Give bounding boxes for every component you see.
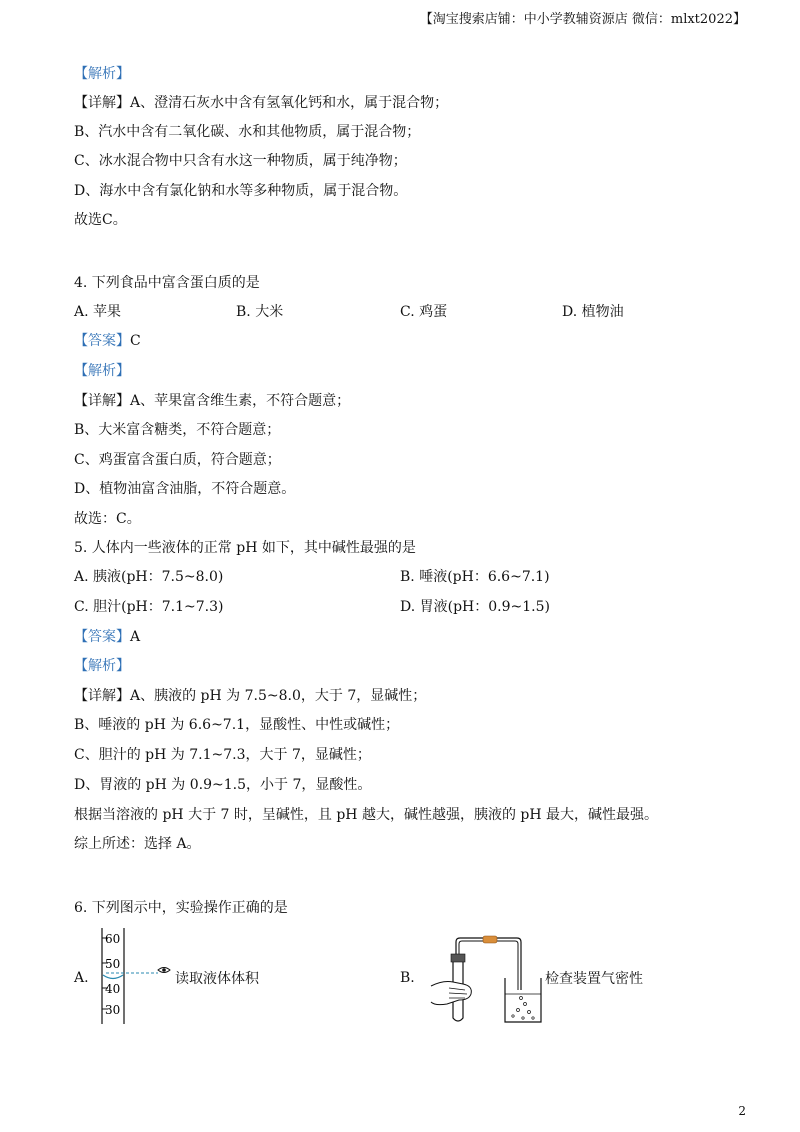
q4-option-a: A. 苹果 bbox=[74, 304, 122, 320]
q4-answer-row bbox=[74, 331, 141, 351]
eye-icon bbox=[158, 968, 170, 973]
q3-line: B、汽水中含有二氧化碳、水和其他物质，属于混合物； bbox=[74, 124, 421, 140]
q5-jiexi-tag: 【解析】 bbox=[74, 658, 130, 674]
q3-line: D、海水中含有氯化钠和水等多种物质，属于混合物。 bbox=[74, 183, 408, 199]
q6-b-label: B. bbox=[400, 970, 415, 986]
q5-option-d: D. 胃液(pH：0.9~1.5) bbox=[400, 599, 550, 615]
q4-line: D、植物油富含油脂，不符合题意。 bbox=[74, 481, 296, 497]
cylinder-tick-60: 60 bbox=[105, 932, 121, 946]
page-header: 【淘宝搜索店铺：中小学教辅资源店 微信：mlxt2022】 bbox=[419, 12, 746, 27]
q4-line: B、大米富含糖类，不符合题意； bbox=[74, 422, 281, 438]
q4-jiexi-tag: 【解析】 bbox=[74, 363, 130, 379]
airtightness-apparatus-figure bbox=[425, 932, 545, 1028]
q5-line: 【详解】A、胰液的 pH 为 7.5~8.0，大于 7，显碱性； bbox=[74, 688, 427, 704]
q6-stem: 6. 下列图示中，实验操作正确的是 bbox=[74, 900, 288, 916]
q5-option-c: C. 胆汁(pH：7.1~7.3) bbox=[74, 599, 224, 615]
q3-line: 故选C。 bbox=[74, 212, 127, 228]
q5-line: C、胆汁的 pH 为 7.1~7.3，大于 7，显碱性； bbox=[74, 747, 371, 763]
q3-line: 【详解】A、澄清石灰水中含有氢氧化钙和水，属于混合物； bbox=[74, 95, 449, 111]
q5-line: 综上所述：选择 A。 bbox=[74, 836, 201, 852]
cylinder-tick-40: 40 bbox=[105, 982, 121, 996]
q4-option-d: D. 植物油 bbox=[562, 304, 624, 320]
q5-line: B、唾液的 pH 为 6.6~7.1，显酸性、中性或碱性； bbox=[74, 717, 400, 733]
q4-line: 【详解】A、苹果富含维生素，不符合题意； bbox=[74, 393, 351, 409]
q4-line: 故选：C。 bbox=[74, 511, 141, 527]
q4-answer: C bbox=[130, 333, 141, 349]
q3-line: C、冰水混合物中只含有水这一种物质，属于纯净物； bbox=[74, 153, 407, 169]
q5-option-a: A. 胰液(pH：7.5~8.0) bbox=[74, 569, 224, 585]
q6-b-caption: 检查装置气密性 bbox=[545, 971, 643, 987]
cylinder-tick-50: 50 bbox=[105, 957, 121, 971]
q5-answer-row bbox=[74, 627, 140, 647]
q5-answer-tag: 【答案】 bbox=[74, 629, 130, 645]
q4-answer-tag: 【答案】 bbox=[74, 333, 130, 349]
q4-option-b: B. 大米 bbox=[236, 304, 284, 320]
q6-a-caption: 读取液体体积 bbox=[175, 971, 259, 987]
q5-stem: 5. 人体内一些液体的正常 pH 如下，其中碱性最强的是 bbox=[74, 540, 416, 556]
q4-line: C、鸡蛋富含蛋白质，符合题意； bbox=[74, 452, 281, 468]
q5-line: D、胃液的 pH 为 0.9~1.5，小于 7，显酸性。 bbox=[74, 777, 372, 793]
q3-jiexi-tag: 【解析】 bbox=[74, 66, 130, 82]
q5-option-b: B. 唾液(pH：6.6~7.1) bbox=[400, 569, 550, 585]
q6-a-label: A. bbox=[74, 970, 89, 986]
cylinder-tick-30: 30 bbox=[105, 1003, 121, 1017]
q5-line: 根据当溶液的 pH 大于 7 时，呈碱性，且 pH 越大，碱性越强，胰液的 pH 最大，碱性最强。 bbox=[74, 807, 659, 823]
q4-option-c: C. 鸡蛋 bbox=[400, 304, 448, 320]
page-number: 2 bbox=[738, 1104, 746, 1118]
q4-stem: 4. 下列食品中富含蛋白质的是 bbox=[74, 275, 260, 291]
q5-answer: A bbox=[130, 629, 141, 645]
